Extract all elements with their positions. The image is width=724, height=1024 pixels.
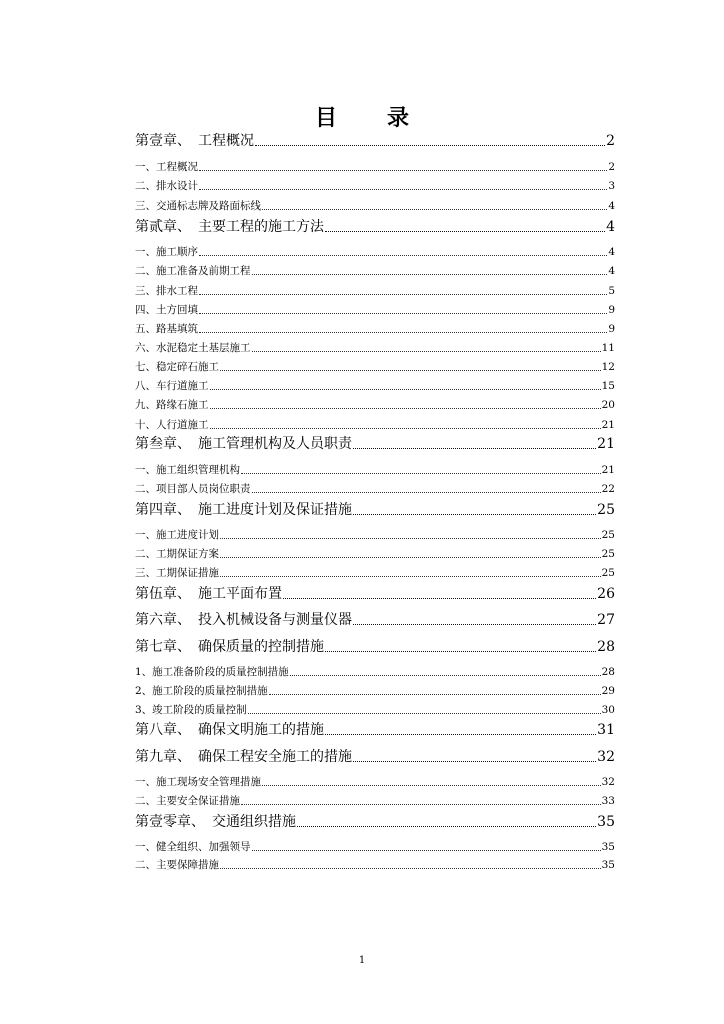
toc-entry-label: 第叁章、 施工管理机构及人员职责 — [135, 436, 352, 452]
toc-section-entry[interactable] — [135, 285, 615, 298]
toc-entry-page-number: 35 — [601, 841, 615, 853]
toc-entry-label: 第壹零章、 交通组织措施 — [135, 814, 296, 830]
dot-leader — [220, 576, 601, 577]
toc-entry-page-number: 4 — [608, 265, 615, 277]
toc-entry-page-number: 27 — [597, 612, 615, 628]
dot-leader — [252, 274, 608, 275]
toc-entry-page-number: 28 — [601, 666, 615, 678]
toc-entry-label: 二、主要安全保证措施 — [135, 795, 240, 807]
toc-entry-label: 第八章、 确保文明施工的措施 — [135, 722, 324, 738]
toc-entry-page-number: 30 — [601, 704, 615, 716]
toc-section-entry[interactable] — [135, 704, 615, 717]
dot-leader — [252, 850, 601, 851]
toc-entry-label: 三、交通标志牌及路面标线 — [135, 200, 261, 212]
dot-leader — [220, 868, 601, 869]
dot-leader — [252, 492, 601, 493]
toc-entry-label: 2、施工阶段的质量控制措施 — [135, 685, 268, 697]
dot-leader — [210, 389, 601, 390]
toc-entry-label: 第伍章、 施工平面布置 — [135, 586, 282, 602]
toc-chapter-entry[interactable] — [135, 638, 615, 656]
toc-entry-page-number: 12 — [601, 361, 615, 373]
toc-entry-page-number: 15 — [601, 380, 615, 392]
toc-entry-label: 七、稳定碎石施工 — [135, 361, 219, 373]
toc-entry-label: 三、工期保证措施 — [135, 567, 219, 579]
dot-leader — [262, 209, 607, 210]
toc-entry-page-number: 31 — [597, 722, 615, 738]
toc-entry-page-number: 29 — [601, 685, 615, 697]
dot-leader — [220, 370, 601, 371]
toc-entry-label: 3、竣工阶段的质量控制 — [135, 704, 247, 716]
toc-entry-page-number: 25 — [601, 567, 615, 579]
toc-section-entry[interactable] — [135, 567, 615, 580]
toc-entry-label: 二、项目部人员岗位职责 — [135, 483, 251, 495]
toc-section-entry[interactable] — [135, 859, 615, 872]
toc-entry-page-number: 32 — [597, 749, 615, 765]
dot-leader — [325, 651, 596, 652]
dot-leader — [325, 231, 605, 232]
toc-entry-page-number: 2 — [606, 133, 615, 149]
toc-chapter-entry[interactable] — [135, 611, 615, 629]
toc-entry-page-number: 11 — [601, 342, 615, 354]
dot-leader — [269, 694, 601, 695]
toc-chapter-entry[interactable] — [135, 748, 615, 766]
dot-leader — [199, 294, 607, 295]
toc-section-entry[interactable] — [135, 419, 615, 432]
toc-entry-page-number: 21 — [601, 419, 615, 431]
toc-entry-label: 四、土方回填 — [135, 304, 198, 316]
dot-leader — [210, 408, 601, 409]
toc-entry-label: 一、施工进度计划 — [135, 529, 219, 541]
dot-leader — [199, 170, 607, 171]
toc-entry-page-number: 2 — [608, 161, 615, 173]
dot-leader — [199, 332, 607, 333]
dot-leader — [353, 448, 596, 449]
toc-entry-label: 第贰章、 主要工程的施工方法 — [135, 219, 324, 235]
dot-leader — [248, 713, 601, 714]
dot-leader — [353, 761, 596, 762]
toc-chapter-entry[interactable] — [135, 813, 615, 831]
toc-section-entry[interactable] — [135, 304, 615, 317]
dot-leader — [220, 557, 601, 558]
toc-section-entry[interactable] — [135, 483, 615, 496]
toc-entry-page-number: 4 — [608, 200, 615, 212]
toc-section-entry[interactable] — [135, 399, 615, 412]
toc-entry-label: 第七章、 确保质量的控制措施 — [135, 639, 324, 655]
toc-chapter-entry[interactable] — [135, 501, 615, 519]
toc-entry-label: 五、路基填筑 — [135, 323, 198, 335]
toc-entry-label: 二、排水设计 — [135, 180, 198, 192]
toc-entry-label: 一、施工顺序 — [135, 246, 198, 258]
dot-leader — [252, 351, 601, 352]
dot-leader — [262, 785, 601, 786]
toc-section-entry[interactable] — [135, 161, 615, 174]
toc-entry-page-number: 35 — [597, 814, 615, 830]
dot-leader — [210, 428, 601, 429]
toc-section-entry[interactable] — [135, 776, 615, 789]
toc-section-entry[interactable] — [135, 795, 615, 808]
toc-entry-page-number: 20 — [601, 399, 615, 411]
dot-leader — [353, 514, 596, 515]
toc-section-entry[interactable] — [135, 380, 615, 393]
dot-leader — [199, 255, 607, 256]
toc-section-entry[interactable] — [135, 841, 615, 854]
toc-entry-page-number: 9 — [608, 323, 615, 335]
toc-section-entry[interactable] — [135, 265, 615, 278]
dot-leader — [241, 473, 601, 474]
toc-section-entry[interactable] — [135, 342, 615, 355]
dot-leader — [241, 804, 601, 805]
toc-chapter-entry[interactable] — [135, 721, 615, 739]
toc-entry-page-number: 25 — [601, 529, 615, 541]
toc-section-entry[interactable] — [135, 548, 615, 561]
toc-entry-label: 二、主要保障措施 — [135, 859, 219, 871]
toc-section-entry[interactable] — [135, 464, 615, 477]
toc-entry-label: 一、施工组织管理机构 — [135, 464, 240, 476]
toc-section-entry[interactable] — [135, 200, 615, 213]
toc-entry-label: 二、工期保证方案 — [135, 548, 219, 560]
toc-entry-label: 第壹章、 工程概况 — [135, 133, 254, 149]
toc-entry-page-number: 35 — [601, 859, 615, 871]
page-number: 1 — [358, 955, 366, 966]
toc-section-entry[interactable] — [135, 529, 615, 542]
toc-chapter-entry[interactable] — [135, 585, 615, 603]
toc-entry-page-number: 9 — [608, 304, 615, 316]
toc-chapter-entry[interactable] — [135, 435, 615, 453]
toc-entry-page-number: 28 — [597, 639, 615, 655]
toc-entry-page-number: 4 — [608, 246, 615, 258]
toc-entry-label: 三、排水工程 — [135, 285, 198, 297]
toc-section-entry[interactable] — [135, 361, 615, 374]
toc-entry-label: 六、水泥稳定土基层施工 — [135, 342, 251, 354]
toc-entry-label: 一、施工现场安全管理措施 — [135, 776, 261, 788]
toc-section-entry[interactable] — [135, 323, 615, 336]
toc-entry-label: 第六章、 投入机械设备与测量仪器 — [135, 612, 352, 628]
toc-title: 目 录 — [314, 105, 423, 131]
toc-entry-page-number: 25 — [601, 548, 615, 560]
toc-entry-label: 八、车行道施工 — [135, 380, 209, 392]
toc-entry-page-number: 33 — [601, 795, 615, 807]
toc-section-entry[interactable] — [135, 246, 615, 259]
dot-leader — [290, 675, 601, 676]
dot-leader — [199, 189, 607, 190]
toc-entry-label: 二、施工准备及前期工程 — [135, 265, 251, 277]
toc-entry-label: 第四章、 施工进度计划及保证措施 — [135, 502, 352, 518]
toc-entry-label: 十、人行道施工 — [135, 419, 209, 431]
toc-entry-page-number: 26 — [597, 586, 615, 602]
toc-section-entry[interactable] — [135, 180, 615, 193]
toc-entry-page-number: 4 — [606, 219, 615, 235]
dot-leader — [325, 734, 596, 735]
dot-leader — [220, 538, 601, 539]
toc-entry-page-number: 5 — [608, 285, 615, 297]
toc-section-entry[interactable] — [135, 685, 615, 698]
toc-entry-label: 第九章、 确保工程安全施工的措施 — [135, 749, 352, 765]
dot-leader — [255, 145, 605, 146]
toc-section-entry[interactable] — [135, 666, 615, 679]
dot-leader — [297, 826, 596, 827]
toc-entry-page-number: 25 — [597, 502, 615, 518]
toc-entry-page-number: 22 — [601, 483, 615, 495]
toc-entry-label: 一、工程概况 — [135, 161, 198, 173]
toc-entry-page-number: 21 — [601, 464, 615, 476]
toc-entry-label: 一、健全组织、加强领导 — [135, 841, 251, 853]
toc-chapter-entry[interactable] — [135, 132, 615, 150]
toc-entry-label: 九、路缘石施工 — [135, 399, 209, 411]
toc-entry-page-number: 3 — [608, 180, 615, 192]
toc-entry-page-number: 32 — [601, 776, 615, 788]
dot-leader — [283, 598, 596, 599]
dot-leader — [353, 624, 596, 625]
toc-entry-label: 1、施工准备阶段的质量控制措施 — [135, 666, 289, 678]
toc-entry-page-number: 21 — [597, 436, 615, 452]
toc-chapter-entry[interactable] — [135, 218, 615, 236]
dot-leader — [199, 313, 607, 314]
